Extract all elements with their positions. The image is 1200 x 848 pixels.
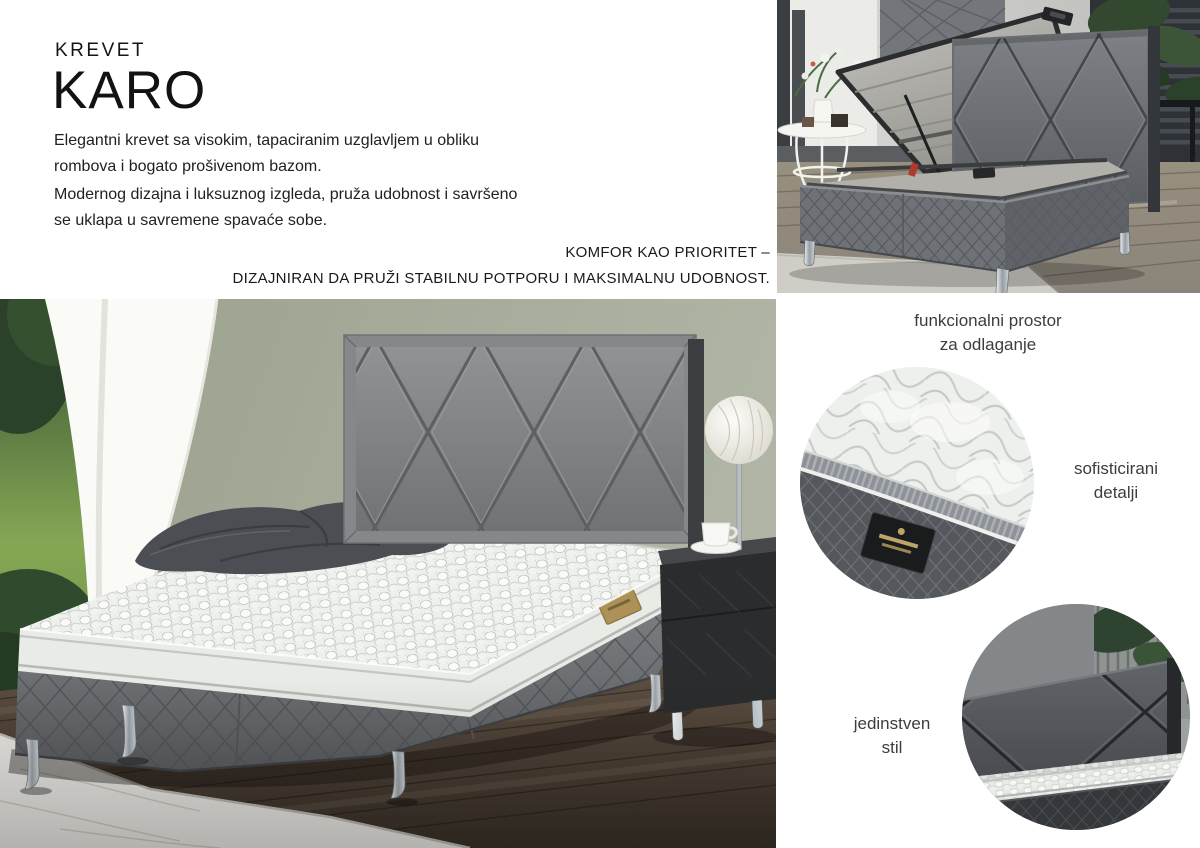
detail-circle-mattress	[800, 367, 1034, 599]
base-handle	[973, 167, 996, 179]
storage-bed-photo	[777, 0, 1200, 293]
product-category: KREVET	[55, 40, 147, 61]
caption-line: detalji	[1093, 483, 1139, 502]
headboard-post	[688, 339, 704, 551]
caption-line: stil	[881, 738, 903, 757]
detail-circle-headboard	[962, 604, 1190, 830]
paragraph-line: se uklapa u savremene spavaće sobe.	[54, 212, 328, 229]
window-mullion	[792, 10, 805, 162]
paragraph-line: Modernog dizajna i luksuznog izgleda, pruža udobnost i savršeno	[54, 186, 518, 203]
caption-line: sofisticirani	[1073, 459, 1159, 478]
feature-caption-details	[1036, 457, 1196, 505]
hero-photo	[0, 299, 776, 848]
feature-caption-style	[802, 712, 982, 760]
paragraph-line: rombova i bogato prošivenom bazom.	[54, 158, 322, 175]
page-title: KARO	[52, 61, 207, 120]
caption-line: funkcionalni prostor	[914, 311, 1062, 330]
headboard	[344, 335, 704, 551]
caption-line: jedinstven	[853, 714, 931, 733]
caption-line: za odlaganje	[939, 335, 1037, 354]
paragraph-line: Elegantni krevet sa visokim, tapaciranim uzglavljem u obliku	[54, 132, 480, 149]
description-paragraph-2	[54, 182, 574, 234]
feature-caption-storage	[848, 309, 1128, 357]
comfort-callout	[170, 240, 770, 291]
callout-line: KOMFOR KAO PRIORITET –	[565, 244, 770, 261]
callout-line: DIZAJNIRAN DA PRUŽI STABILNU POTPORU I MAKSIMALNU UDOBNOST.	[232, 269, 770, 287]
description-paragraph-1	[54, 128, 574, 180]
vignette	[0, 679, 776, 848]
